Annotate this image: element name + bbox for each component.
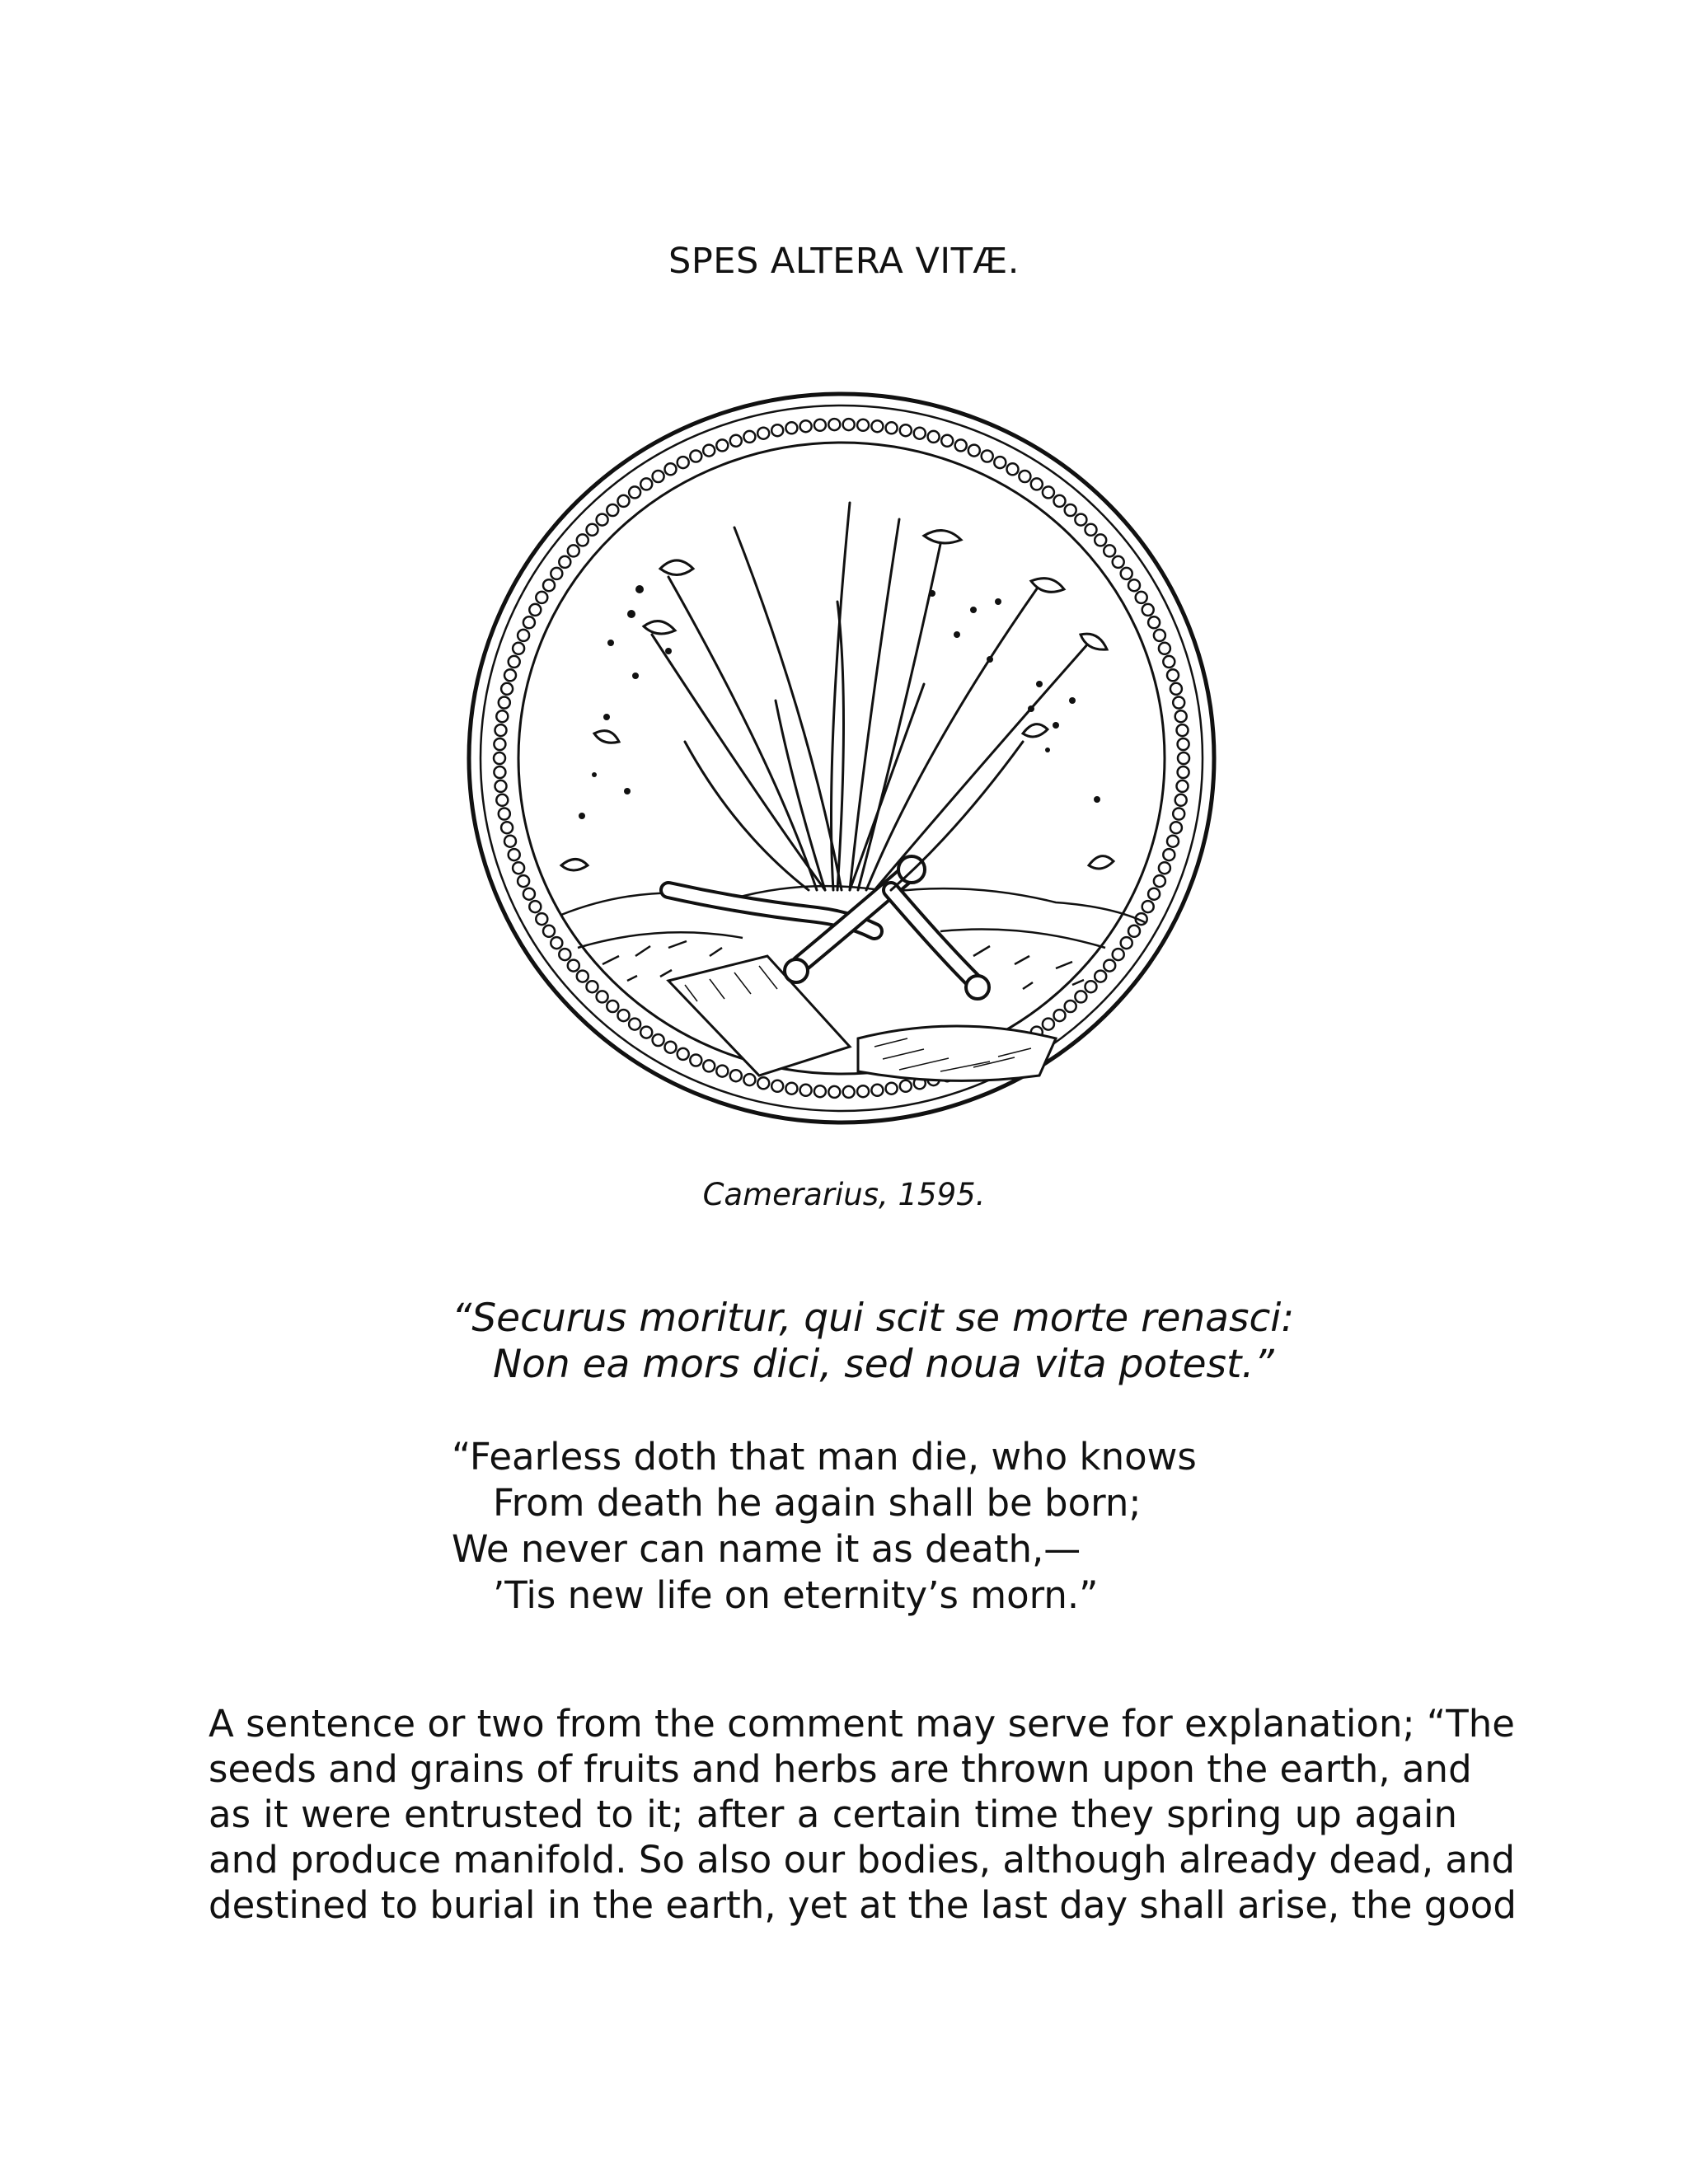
bead-ornament	[1154, 630, 1165, 641]
bead-ornament	[757, 428, 769, 439]
bead-ornament	[955, 439, 967, 451]
bead-ornament	[1113, 556, 1124, 568]
bead-ornament	[559, 949, 570, 960]
emblem-center-ring	[518, 443, 1165, 1074]
bead-ornament	[568, 960, 579, 972]
english-verse-line: “Fearless doth that man die, who knows	[452, 1435, 1197, 1479]
bead-ornament	[785, 422, 797, 434]
bead-ornament	[518, 875, 529, 887]
bead-ornament	[559, 556, 570, 568]
bead-ornament	[800, 420, 812, 432]
bead-ornament	[1104, 960, 1115, 972]
bead-ornament	[1177, 724, 1189, 736]
bead-ornament	[994, 457, 1006, 468]
bead-ornament	[568, 545, 579, 556]
commentary-line: and produce manifold. So also our bodies, although already dead, and	[209, 1838, 1516, 1882]
bead-ornament	[1043, 486, 1054, 498]
bead-ornament	[653, 1034, 664, 1046]
bead-ornament	[871, 1085, 883, 1096]
bead-ornament	[499, 697, 510, 709]
bead-ornament	[518, 630, 529, 641]
bead-ornament	[814, 419, 826, 431]
bead-ornament	[496, 794, 508, 806]
bead-ornament	[597, 991, 608, 1002]
bead-ornament	[1075, 514, 1086, 526]
bead-ornament	[1065, 504, 1076, 516]
bead-ornament	[814, 1085, 826, 1097]
bead-ornament	[1159, 643, 1170, 654]
bead-ornament	[1095, 971, 1106, 982]
bead-ornament	[1075, 991, 1086, 1002]
bead-ornament	[577, 534, 588, 546]
bead-ornament	[1065, 1001, 1076, 1012]
bead-ornament	[678, 457, 689, 468]
bead-ornament	[1031, 478, 1043, 490]
bead-ornament	[1148, 888, 1160, 900]
bead-ornament	[496, 710, 508, 722]
bead-ornament	[523, 616, 535, 628]
bead-ornament	[982, 451, 993, 462]
bead-ornament	[1173, 808, 1184, 820]
bead-ornament	[886, 1083, 898, 1094]
bead-ornament	[1163, 849, 1175, 860]
bead-ornament	[1121, 568, 1132, 579]
bead-ornament	[509, 849, 520, 860]
bead-ornament	[941, 435, 953, 447]
bead-ornament	[551, 937, 562, 949]
bead-ornament	[494, 766, 505, 778]
bead-ornament	[900, 1080, 912, 1092]
bead-ornament	[716, 1066, 728, 1077]
bead-ornament	[1136, 592, 1147, 603]
bead-ornament	[1159, 862, 1170, 874]
bead-ornament	[501, 683, 513, 695]
bead-ornament	[757, 1077, 769, 1089]
bead-ornament	[1085, 524, 1097, 536]
bead-ornament	[1019, 471, 1030, 482]
bead-ornament	[1178, 766, 1189, 778]
bead-ornament	[1095, 534, 1106, 546]
bead-ornament	[529, 901, 541, 912]
bead-ornament	[1054, 1010, 1066, 1021]
bead-ornament	[618, 1010, 630, 1021]
commentary-line: as it were entrusted to it; after a certain time they spring up again	[209, 1793, 1457, 1836]
bead-ornament	[730, 435, 742, 447]
bead-ornament	[800, 1085, 812, 1096]
bead-ornament	[577, 971, 588, 982]
bead-ornament	[587, 981, 598, 992]
bead-ornament	[1178, 738, 1189, 750]
bead-ornament	[690, 1055, 701, 1066]
bead-ornament	[543, 579, 555, 591]
bead-ornament	[690, 451, 701, 462]
bead-ornament	[914, 428, 926, 439]
bead-ornament	[551, 568, 562, 579]
bead-ornament	[640, 1027, 652, 1038]
bead-ornament	[653, 471, 664, 482]
hatched-earth-icon	[858, 1026, 1056, 1080]
bead-ornament	[1007, 463, 1019, 475]
bead-ornament	[494, 752, 505, 764]
bead-ornament	[504, 669, 516, 681]
bead-ornament	[1128, 579, 1140, 591]
bead-ornament	[1175, 710, 1187, 722]
commentary-line: A sentence or two from the comment may serve for explanation; “The	[209, 1702, 1515, 1746]
bead-ornament	[607, 504, 618, 516]
bead-ornament	[828, 419, 840, 430]
bead-ornament	[743, 431, 755, 443]
bead-ornament	[495, 724, 507, 736]
bead-ornament	[703, 1060, 715, 1071]
emblem-caption: Camerarius, 1595.	[702, 1177, 986, 1212]
bead-ornament	[640, 478, 652, 490]
bead-ornament	[536, 592, 547, 603]
english-verse-line: From death he again shall be born;	[493, 1481, 1142, 1525]
emblem-bead-border	[494, 419, 1189, 1098]
bead-ornament	[1173, 697, 1184, 709]
bead-ornament	[730, 1070, 742, 1081]
bead-ornament	[1175, 794, 1187, 806]
commentary-paragraph	[209, 1701, 1517, 1928]
ground-icon	[561, 886, 1146, 989]
bead-ornament	[1043, 1019, 1054, 1030]
bead-ornament	[871, 420, 883, 432]
bead-ornament	[1142, 604, 1154, 616]
bead-ornament	[618, 495, 630, 507]
seed-heads-icon	[561, 531, 1114, 870]
bead-ornament	[529, 604, 541, 616]
bead-ornament	[513, 862, 524, 874]
latin-verse-line: Non ea mors dici, sed noua vita potest.”	[493, 1342, 1274, 1387]
bead-ornament	[665, 463, 677, 475]
bead-ornament	[509, 656, 520, 668]
emblem-illustration	[462, 387, 1221, 1129]
bead-ornament	[665, 1042, 677, 1053]
bead-ornament	[968, 445, 980, 457]
commentary-line: destined to burial in the earth, yet at the last day shall arise, the good	[209, 1883, 1517, 1927]
bead-ornament	[1170, 683, 1182, 695]
bead-ornament	[771, 1080, 783, 1092]
bead-ornament	[607, 1001, 618, 1012]
bead-ornament	[857, 1085, 869, 1097]
bead-ornament	[1054, 495, 1066, 507]
latin-verse-line: “Securus moritur, qui scit se morte renasci:	[452, 1296, 1295, 1341]
bead-ornament	[1170, 822, 1182, 833]
bead-ornament	[843, 419, 855, 430]
bead-ornament	[1177, 780, 1189, 792]
bead-ornament	[678, 1048, 689, 1060]
bead-ornament	[857, 419, 869, 431]
bead-ornament	[771, 424, 783, 436]
bead-ornament	[504, 836, 516, 847]
commentary-line: seeds and grains of fruits and herbs are thrown upon the earth, and	[209, 1747, 1472, 1791]
bead-ornament	[1167, 836, 1179, 847]
bead-ornament	[597, 514, 608, 526]
bead-ornament	[900, 424, 912, 436]
latin-verse	[452, 1296, 1294, 1388]
bead-ornament	[513, 643, 524, 654]
bead-ornament	[743, 1074, 755, 1085]
bead-ornament	[494, 738, 505, 750]
bead-ornament	[1113, 949, 1124, 960]
bead-ornament	[1167, 669, 1179, 681]
bead-ornament	[1163, 656, 1175, 668]
bead-ornament	[703, 445, 715, 457]
english-verse	[452, 1434, 1197, 1619]
bead-ornament	[828, 1086, 840, 1098]
bead-ornament	[587, 524, 598, 536]
bead-ornament	[629, 486, 640, 498]
bead-ornament	[501, 822, 513, 833]
bead-ornament	[1104, 545, 1115, 556]
english-verse-line: ’Tis new life on eternity’s morn.”	[493, 1573, 1099, 1617]
bead-ornament	[536, 913, 547, 925]
bead-ornament	[1148, 616, 1160, 628]
grass-stalks-icon	[652, 503, 1089, 890]
bead-ornament	[1178, 752, 1189, 764]
bead-ornament	[886, 422, 898, 434]
bead-ornament	[716, 439, 728, 451]
bead-ornament	[1154, 875, 1165, 887]
english-verse-line: We never can name it as death,—	[452, 1527, 1081, 1571]
bead-ornament	[523, 888, 535, 900]
bead-ornament	[1121, 937, 1132, 949]
bead-ornament	[495, 780, 507, 792]
bead-ornament	[843, 1086, 855, 1098]
page-title: SPES ALTERA VITÆ.	[668, 241, 1020, 282]
bead-ornament	[928, 431, 940, 443]
bead-ornament	[629, 1019, 640, 1030]
bead-ornament	[1085, 981, 1097, 992]
bead-ornament	[543, 926, 555, 937]
bead-ornament	[1128, 926, 1140, 937]
emblem-inner-ring	[481, 405, 1203, 1111]
bead-ornament	[499, 808, 510, 820]
bead-ornament	[785, 1083, 797, 1094]
emblem-outer-ring	[469, 394, 1214, 1122]
bead-ornament	[1142, 901, 1154, 912]
